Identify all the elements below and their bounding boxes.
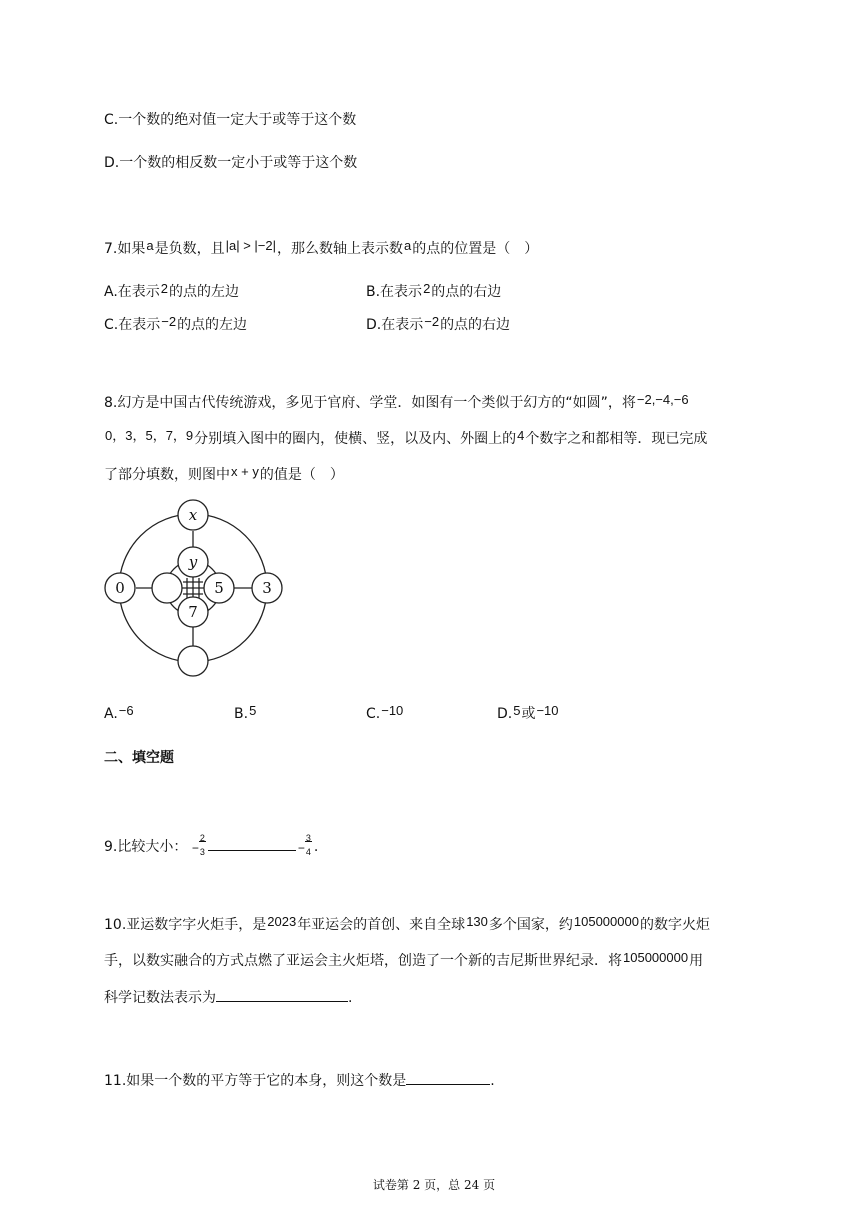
q11-answer-blank[interactable] — [406, 1070, 490, 1085]
q9-answer-blank[interactable] — [208, 836, 296, 851]
section-heading-fill-in: 二、填空题 — [104, 750, 174, 766]
q10-line-1: 10.亚运数字字火炬手，是2023年亚运会的首创、来自全球130多个国家，约105000000的数字火炬 — [104, 914, 710, 933]
q9-line: 9.比较大小： − 2 3 − 3 4 . — [104, 833, 319, 857]
q7-stem: 7.如果a是负数，且|a| > |−2|，那么数轴上表示数a的点的位置是（ ） — [104, 238, 539, 257]
q8-line-1: 8.幻方是中国古代传统游戏，多见于官府、学堂．如图有一个类似于幻方的“如圆”，将−2,−4,−6 — [104, 392, 689, 411]
q7-option-d: D.在表示−2的点的右边 — [366, 314, 511, 333]
q10-line-3: 科学记数法表示为 . — [104, 987, 352, 1008]
fraction-neg-3-4: − 3 4 — [297, 833, 311, 857]
label-y: y — [188, 553, 198, 571]
q6-option-c: C.一个数的绝对值一定大于或等于这个数 — [104, 112, 357, 128]
q8-option-a: A.−6 — [104, 703, 134, 722]
q8-line-2: 0，3，5，7，9分别填入图中的圈内，使横、竖，以及内、外圈上的4个数字之和都相等．现已完成 — [105, 428, 708, 447]
q10-answer-blank[interactable] — [216, 987, 348, 1002]
label-inner-bottom: 7 — [188, 603, 198, 621]
q7-option-a: A.在表示2的点的左边 — [104, 281, 240, 300]
q8-option-b: B.5 — [234, 703, 257, 722]
q8-option-c: C.−10 — [366, 703, 404, 722]
q8-line-3: 了部分填数，则图中x + y的值是（ ） — [104, 464, 344, 483]
circle-bottom — [178, 646, 208, 676]
label-inner-right: 5 — [214, 579, 224, 597]
q10-line-2: 手，以数实融合的方式点燃了亚运会主火炬塔，创造了一个新的吉尼斯世界纪录．将105000000用 — [104, 950, 704, 969]
label-right: 3 — [262, 579, 272, 597]
q7-option-b: B.在表示2的点的右边 — [366, 281, 502, 300]
q7-option-c: C.在表示−2的点的左边 — [104, 314, 248, 333]
q11-line: 11.如果一个数的平方等于它的本身，则这个数是 . — [104, 1070, 495, 1091]
q8-option-d: D.5或−10 — [497, 703, 559, 722]
fraction-neg-2-3: − 2 3 — [191, 833, 205, 857]
label-x: x — [188, 506, 198, 524]
magic-circle-figure — [100, 495, 290, 687]
label-left: 0 — [115, 579, 125, 597]
q6-option-d: D.一个数的相反数一定小于或等于这个数 — [104, 155, 358, 171]
page-footer: 试卷第 2 页，总 24 页 — [372, 1178, 496, 1192]
circle-inner-left — [152, 573, 182, 603]
